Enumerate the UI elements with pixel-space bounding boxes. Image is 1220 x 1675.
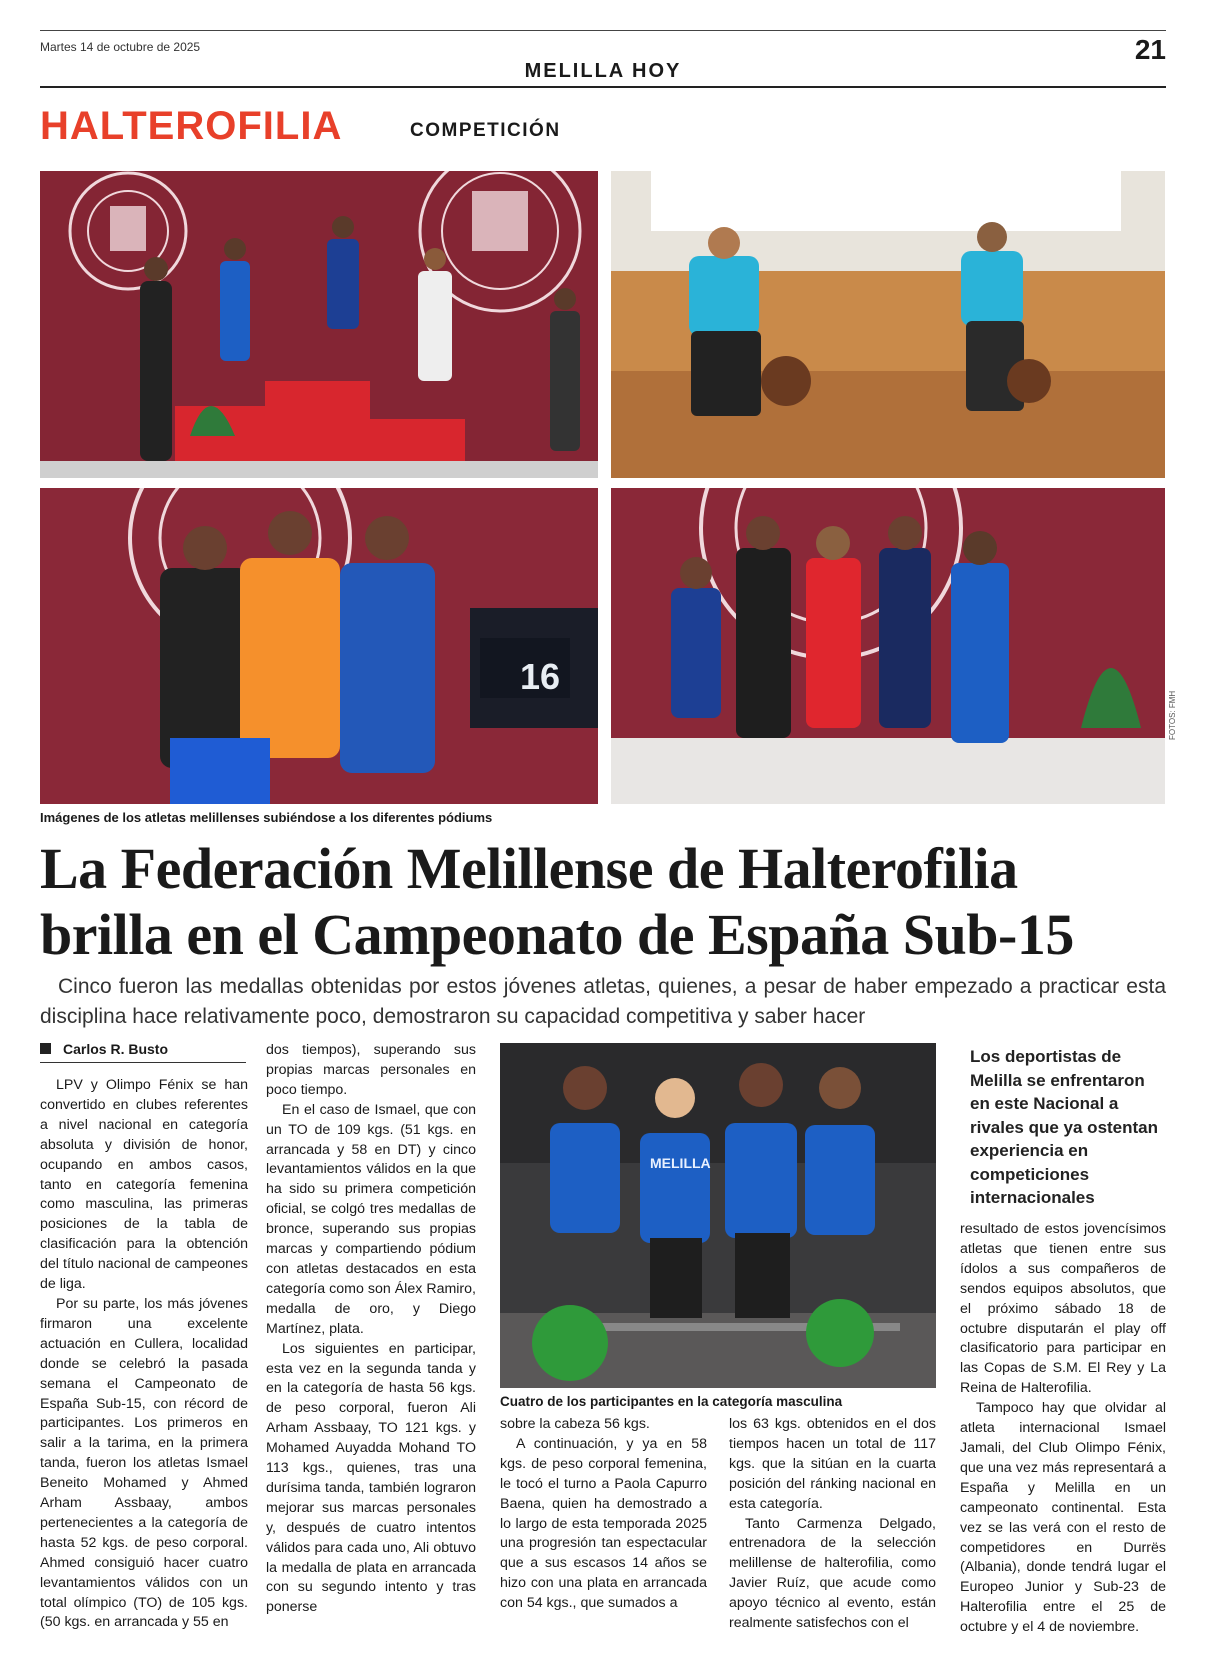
photo-boys-medals [40, 488, 598, 804]
paragraph: los 63 kgs. obtenidos en el dos tiempos hacen un total de 117 kgs. que la sitúan en la cuarta posición del ránking nacional en esta categoría. [729, 1416, 936, 1512]
header-bottom-rule [40, 86, 1166, 88]
newspaper-name: MELILLA HOY [524, 60, 682, 82]
paragraph: sobre la cabeza 56 kgs. [500, 1416, 650, 1432]
page-number: 21 [1134, 34, 1166, 65]
header-top-rule [40, 30, 1166, 31]
paragraph: Los siguientes en participar, esta vez en la segunda tanda y en la categoría de hasta 56 kgs. de peso corporal, fueron Ali Arham Assbaay, TO 121 kgs. y Mohamed Auyadda Mohand TO 113 kgs., quienes, tras una durísima tanda, también lograron mejorar sus marcas personales y, después de cuatro intentos válidos para cada uno, Ali obtuvo la medalla de plata en arrancada con su segundo intento y tras ponerse [266, 1340, 476, 1616]
body-column-3 [500, 1415, 707, 1614]
headline-line-2: brilla en el Campeonato de España Sub-15 [40, 902, 1074, 967]
paragraph: dos tiempos), superando sus propias marcas personales en poco tiempo. [266, 1042, 476, 1098]
section-title: HALTEROFILIA [40, 104, 343, 148]
body-column-1 [40, 1076, 248, 1633]
body-column-4 [729, 1415, 936, 1634]
issue-date: Martes 14 de octubre de 2025 [40, 40, 201, 54]
headline-line-1: La Federación Melillense de Halterofilia [40, 836, 1018, 901]
paragraph: Por su parte, los más jóvenes firmaron una excelente actuación en Cullera, localidad donde se celebró la pasada semana el Campeonato de España Sub-15, con récord de participantes. Los primeros en salir a la tarima, en la primera tanda, fueron los atletas Ismael Beneito Mohamed y Ahmed Arham Assbaay, ambos pertenecientes a la categoría de hasta 52 kgs. de peso corporal. Ahmed consiguió hacer cuatro levantamientos válidos con un total olímpico (TO) de 105 kgs. (50 kgs. en arrancada y 55 en [40, 1295, 248, 1631]
paragraph: resultado de estos jovencísimos atletas que tienen entre sus ídolos a sus compañeros de sendos equipos absolutos, que el próximo sábado 18 de octubre disputarán el play off clasificatorio para participar en las Copas de S.M. El Rey y La Reina de Halterofilia. [960, 1221, 1166, 1397]
pull-quote: Los deportistas de Melilla se enfrentaron en este Nacional a rivales que ya ostentan experiencia en competiciones internacionales [970, 1047, 1159, 1207]
photo-caption-top: Imágenes de los atletas melillenses subiéndose a los diferentes pódiums [40, 810, 493, 825]
byline-square-icon [40, 1043, 51, 1054]
photo-coach-and-athlete [611, 171, 1165, 478]
byline-rule [40, 1062, 246, 1063]
photo-podium-boys [40, 171, 598, 478]
photo-girls-medals [611, 488, 1165, 804]
photo-male-participants [500, 1043, 936, 1388]
byline [40, 1041, 246, 1057]
lead-paragraph: Cinco fueron las medallas obtenidas por estos jóvenes atletas, quienes, a pesar de haber empezado a practicar esta disciplina hace relativamente poco, demostraron su capacidad competitiva y saber hacer [40, 975, 1166, 1028]
photo-caption-inline: Cuatro de los participantes en la categoría masculina [500, 1394, 843, 1409]
byline-author: Carlos R. Busto [63, 1041, 169, 1057]
section-subtitle: COMPETICIÓN [410, 120, 561, 141]
paragraph: A continuación, y ya en 58 kgs. de peso corporal femenina, le tocó el turno a Paola Capurro Baena, quien ha demostrado a lo largo de esta temporada 2025 una progresión tan espectacular que a sus escasos 14 años se hizo con una plata en arrancada con 54 kgs., que sumados a [500, 1435, 707, 1612]
body-column-2 [266, 1041, 476, 1618]
paragraph: En el caso de Ismael, que con un TO de 109 kgs. (51 kgs. en arrancada y 58 en DT) y cinco levantamientos válidos en la que ha sido su primera competición oficial, se colgó tres medallas de bronce, superando sus propias marcas y compartiendo pódium con atletas destacados en esta categoría como son Álex Ramiro, medalla de oro, y Diego Martínez, plata. [266, 1101, 476, 1337]
photo-credit: FOTOS: FMH [1168, 690, 1177, 740]
scoreboard-number: 16 [520, 656, 561, 697]
headline [40, 836, 1180, 968]
paragraph: LPV y Olimpo Fénix se han convertido en clubes referentes a nivel nacional en categoría absoluta y división de honor, ocupando en ambos casos, tanto en categoría femenina como masculina, las primeras posiciones de la tabla de clasificación para la obtención del título nacional de campeones de liga. [40, 1077, 248, 1293]
paragraph: Tampoco hay que olvidar al atleta internacional Ismael Jamali, del Club Olimpo Fénix, que una vez más representará a España y Melilla en un campeonato continental. Esta vez se las verá con el resto de competidores en Durrës (Albania), donde tendrá lugar el Europeo Junior y Sub-23 de Halterofilia entre el 25 de octubre y el 4 de noviembre. [960, 1400, 1166, 1636]
paragraph: Tanto Carmenza Delgado, entrenadora de la selección melillense de halterofilia, como Javier Ruíz, que acude como apoyo técnico al evento, están realmente satisfechos con el [729, 1515, 936, 1632]
jersey-text: MELILLA [650, 1155, 711, 1171]
body-column-5 [960, 1220, 1166, 1638]
